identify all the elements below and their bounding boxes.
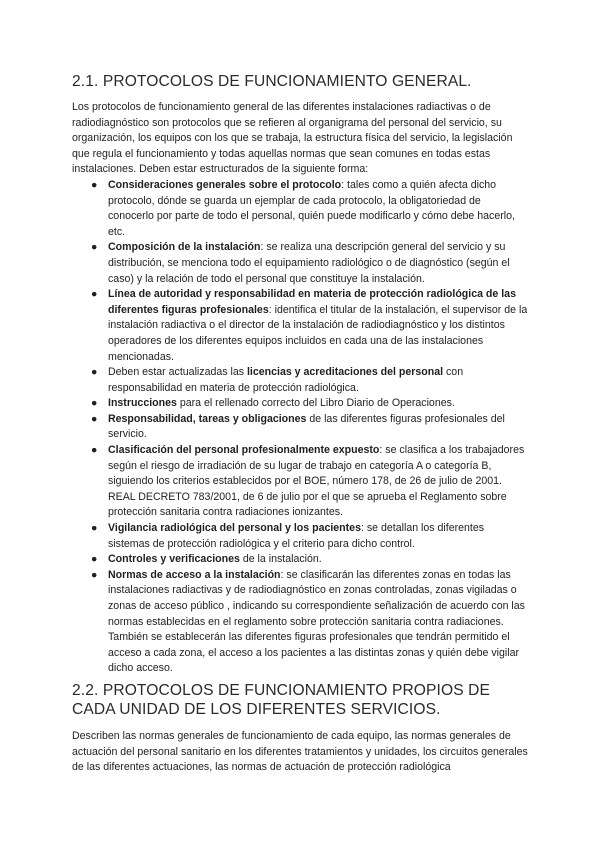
bullet-icon: ●: [91, 553, 98, 566]
section-1-intro: Los protocolos de funcionamiento general de las diferentes instalaciones radiactivas o de radiodiagnóstico son protocolos que se refieren al organigrama del personal del servicio, su organización, los equipos con los que se trabaja, la estructura física del servicio, la legislación que regula el funcionamiento y todas aquellas normas que sean comunes en todas estas instalaciones. Deben estar estructurados de la siguiente forma:: [72, 101, 513, 176]
list-item-text: con responsabilidad en materia de protección radiológica.: [108, 366, 464, 394]
list-item: [91, 552, 528, 568]
list-item-heading: Controles y verificaciones: [108, 553, 240, 566]
list-item-heading: licencias y acreditaciones del personal: [246, 366, 444, 379]
list-item-heading: Línea de autoridad y responsabilidad en materia de protección radiológica de las diferentes figuras profesionales: [108, 288, 516, 316]
section-2: [72, 681, 528, 776]
list-item-text: : se realiza una descripción general del servicio y su distribución, se menciona todo el equipamiento radiológico o de diagnóstico (según el caso) y la relación de todo el personal que constituye la instalación.: [108, 241, 510, 285]
list-item-text: : se clasifica a los trabajadores según el riesgo de irradiación de su lugar de trabajo en categoría A o categoría B, siguiendo los criterios establecidos por el BOE, número 178, de 26 de julio de 2001. REAL DECRETO 783/2001, de 6 de julio por el que se aprueba el Reglamento sobre protección sanitaria contra radiaciones ionizantes.: [108, 444, 525, 519]
bullet-icon: ●: [91, 568, 98, 581]
list-item: [91, 568, 528, 677]
section-1-bullet-list: [72, 178, 528, 677]
list-item-heading: Normas de acceso a la instalación: [108, 568, 281, 581]
list-item: [91, 178, 528, 240]
list-item: [91, 396, 528, 412]
list-item-text: para el rellenado correcto del Libro Diario de Operaciones.: [176, 397, 455, 410]
list-item: [91, 412, 528, 443]
bullet-icon: ●: [91, 366, 98, 379]
bullet-icon: ●: [91, 522, 98, 535]
list-item-text: de las diferentes figuras profesionales del servicio.: [108, 412, 505, 441]
list-item-heading: Instrucciones: [108, 397, 177, 410]
list-item-heading: Composición de la instalación: [108, 241, 261, 254]
bullet-icon: ●: [91, 178, 98, 191]
bullet-icon: ●: [91, 397, 98, 410]
list-item-text: : se detallan los diferentes sistemas de protección radiológica y el criterio para dicho control.: [108, 522, 485, 550]
bullet-icon: ●: [91, 412, 98, 425]
list-item: [91, 443, 528, 521]
list-item-heading: Responsabilidad, tareas y obligaciones: [108, 412, 307, 425]
section-2-intro: Describen las normas generales de funcionamiento de cada equipo, las normas generales de actuación del personal sanitario en los diferentes tratamientos y unidades, los circuitos generales de las diferentes actuaciones, las normas de actuación de protección radiológica: [72, 730, 528, 774]
list-item-text: : identifica el titular de la instalación, el supervisor de la instalación radiactiva o el director de la instalación de radiodiagnóstico y los distintos operadores de los diferentes equipos incluidos en cada una de las instalaciones mencionadas.: [108, 303, 528, 363]
list-item-text: Deben estar actualizadas las: [108, 366, 247, 379]
list-item-heading: Clasificación del personal profesionalmente expuesto: [108, 444, 380, 457]
list-item: [91, 240, 528, 287]
list-item-text: : se clasificarán las diferentes zonas en todas las instalaciones radiactivas y de radiodiagnóstico en zonas controladas, zonas vigiladas o zonas de acceso público , indicando su correspondiente señalización de acuerdo con las normas establecidas en el reglamento sobre protección sanitaria contra radiaciones. También se establecerán las diferentes figuras profesionales que tendrán permitido el acceso a cada zona, el acceso a los pacientes a las distintas zonas y quién debe vigilar dicho acceso.: [108, 568, 525, 675]
list-item-heading: Consideraciones generales sobre el protocolo: [108, 178, 342, 191]
bullet-icon: ●: [91, 241, 98, 254]
section-2-title: 2.2. PROTOCOLOS DE FUNCIONAMIENTO PROPIOS DE CADA UNIDAD DE LOS DIFERENTES SERVICIOS.: [72, 682, 490, 718]
list-item-heading: Vigilancia radiológica del personal y los pacientes: [108, 522, 361, 535]
list-item-text: de la instalación.: [239, 553, 322, 566]
bullet-icon: ●: [91, 444, 98, 457]
list-item: [91, 521, 528, 552]
section-1-title: 2.1. PROTOCOLOS DE FUNCIONAMIENTO GENERAL.: [72, 73, 472, 90]
list-item: [91, 365, 528, 396]
list-item: [91, 287, 528, 365]
bullet-icon: ●: [91, 288, 98, 301]
list-item-text: : tales como a quién afecta dicho protocolo, dónde se guarda un ejemplar de cada protocolo, la obligatoriedad de conocerlo por parte de todo el personal, quién puede modificarlo y cómo debe hacerlo, etc.: [108, 178, 515, 238]
